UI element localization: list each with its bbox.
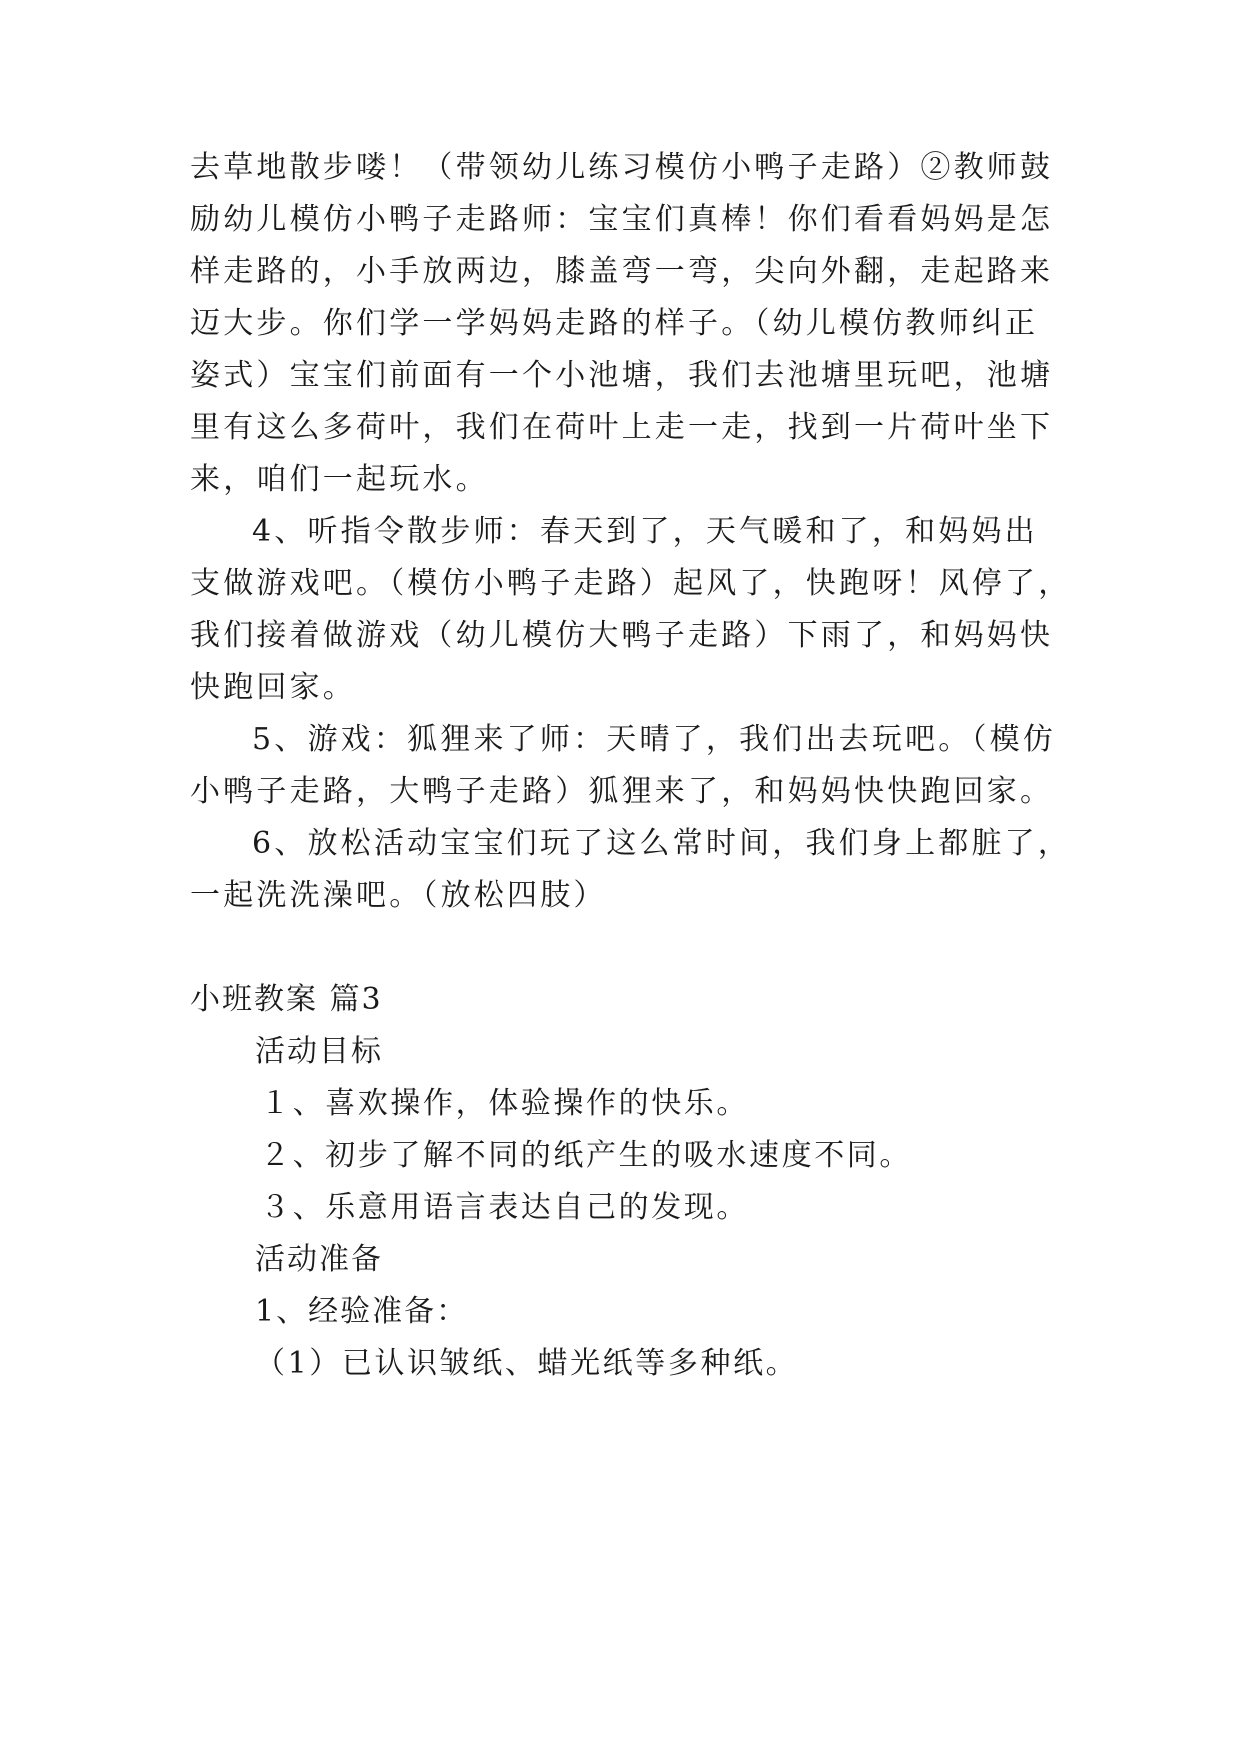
prep-item: 1、经验准备： <box>255 1294 469 1329</box>
section-title: 小班教案 篇3 <box>190 982 383 1017</box>
paragraph-line: 里有这么多荷叶，我们在荷叶上走一走，找到一片荷叶坐下 <box>190 410 1054 445</box>
goals-heading: 活动目标 <box>255 1034 383 1069</box>
prep-heading: 活动准备 <box>255 1242 383 1277</box>
paragraph-line: 我们接着做游戏（幼儿模仿大鸭子走路）下雨了，和妈妈快 <box>190 618 1054 653</box>
paragraph-line: 来，咱们一起玩水。 <box>190 462 489 497</box>
paragraph-line: 快跑回家。 <box>190 670 356 705</box>
goal-item: １、喜欢操作，体验操作的快乐。 <box>260 1086 749 1121</box>
paragraph-line: 一起洗洗澡吧。（放松四肢） <box>190 878 607 913</box>
paragraph-line: 励幼儿模仿小鸭子走路师：宝宝们真棒！你们看看妈妈是怎 <box>190 202 1054 237</box>
paragraph-line: 迈大步。你们学一学妈妈走路的样子。（幼儿模仿教师纠正 <box>190 306 1039 341</box>
goal-item: ３、乐意用语言表达自己的发现。 <box>260 1190 749 1225</box>
paragraph-line: 4、听指令散步师：春天到了，天气暖和了，和妈妈出 <box>252 514 1038 549</box>
goal-item: ２、初步了解不同的纸产生的吸水速度不同。 <box>260 1138 912 1173</box>
paragraph-line: 姿式）宝宝们前面有一个小池塘，我们去池塘里玩吧，池塘 <box>190 358 1054 393</box>
paragraph-line: 去草地散步喽！（带领幼儿练习模仿小鸭子走路）②教师鼓 <box>190 150 1054 185</box>
paragraph-line: 小鸭子走路，大鸭子走路）狐狸来了，和妈妈快快跑回家。 <box>190 774 1054 809</box>
paragraph-line: 5、游戏：狐狸来了师：天晴了，我们出去玩吧。（模仿 <box>252 722 1057 757</box>
paragraph-line: 样走路的，小手放两边，膝盖弯一弯，尖向外翻，走起路来 <box>190 254 1054 289</box>
prep-subitem: （1）已认识皱纸、蜡光纸等多种纸。 <box>255 1346 799 1381</box>
paragraph-line: 6、放松活动宝宝们玩了这么常时间，我们身上都脏了， <box>252 826 1072 861</box>
paragraph-line: 支做游戏吧。（模仿小鸭子走路）起风了，快跑呀！风停了， <box>190 566 1072 601</box>
